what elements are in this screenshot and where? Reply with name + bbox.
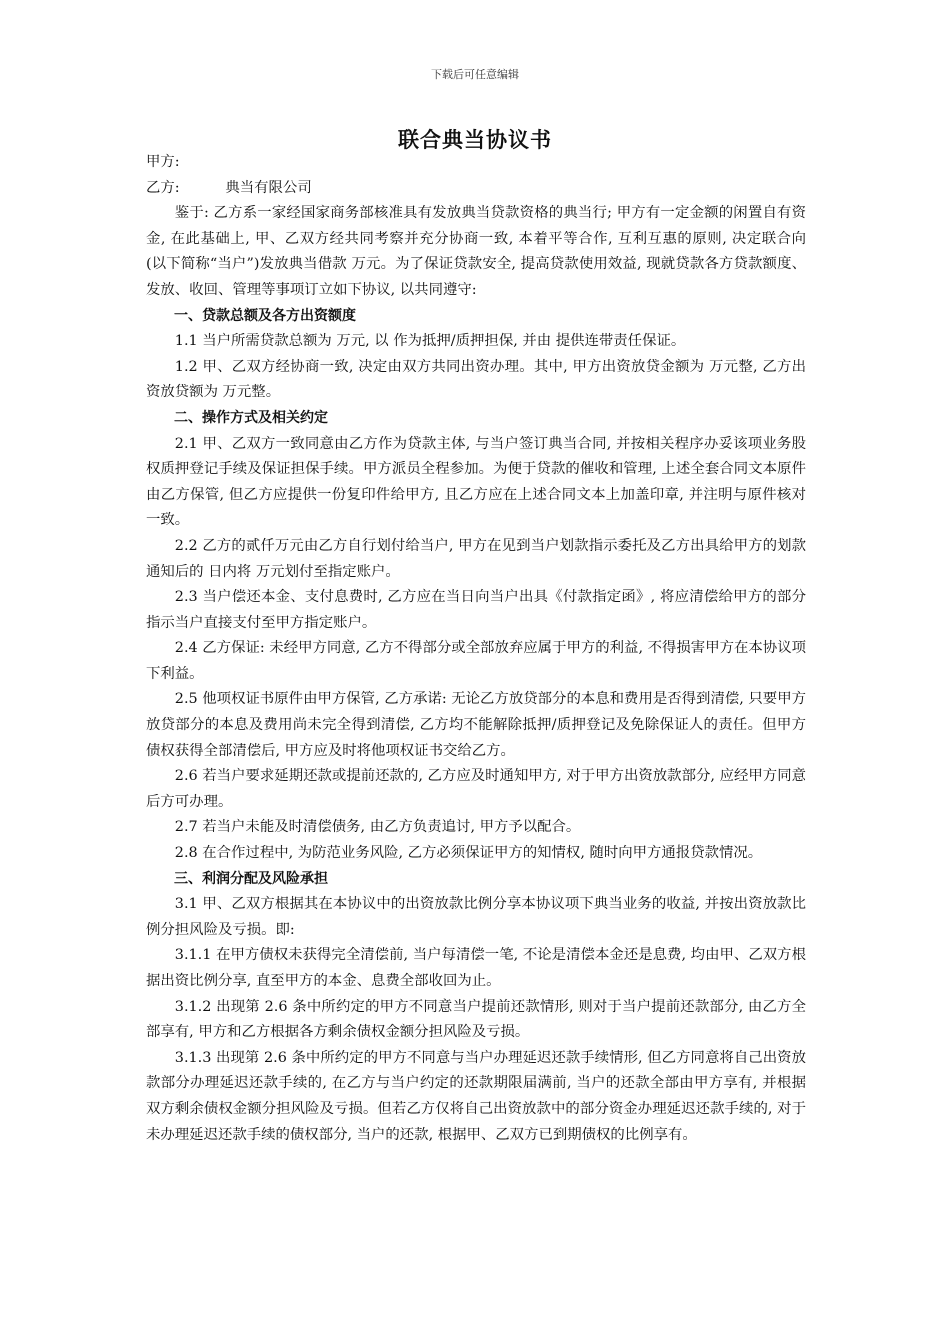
section-1-heading: 一、贷款总额及各方出资额度 [174,307,356,324]
preamble-paragraph: 鉴于: 乙方系一家经国家商务部核准具有发放典当贷款资格的典当行; 甲方有一定金额的闲置自有资金, 在此基础上, 甲、乙双方经共同考察并充分协商一致, 本着平等合作, 互利互惠的原则, 决定联合向 (以下简称“当户”)发放典当借款 万元。为了保证贷款安全, 提高贷款使用效益, 现就贷款各方贷款额度、发放、收回、管理等事项订立如下协议, 以共同遵守: [146,205,806,298]
clause-3-1-3: 3.1.3 出现第 2.6 条中所约定的甲方不同意与当户办理延迟还款手续情形, 但乙方同意将自己出资放款部分办理延迟还款手续的, 在乙方与当户约定的还款期限届满前, 当户的还款全部由甲方享有, 并根据双方剩余债权金额分担风险及亏损。但若乙方仅将自己出资放款中的部分资金办理延迟还款手续的, 对于未办理延迟还款手续的债权部分, 当户的还款, 根据甲、乙双方已到期债权的比例享有。 [146,1049,806,1143]
document-title: 联合典当协议书 [398,128,552,152]
clause-2-6: 2.6 若当户要求延期还款或提前还款的, 乙方应及时通知甲方, 对于甲方出资放款部分, 应经甲方同意后方可办理。 [146,768,806,810]
section-3-heading: 三、利润分配及风险承担 [174,870,328,887]
clause-2-3: 2.3 当户偿还本金、支付息费时, 乙方应在当日向当户出具《付款指定函》, 将应清偿给甲方的部分指示当户直接支付至甲方指定账户。 [146,589,806,631]
clause-1-1: 1.1 当户所需贷款总额为 万元, 以 作为抵押/质押担保, 并由 提供连带责任保证。 [174,333,686,350]
party-b-line: 乙方: 典当有限公司 [146,179,312,196]
document-body [146,150,806,1148]
clause-2-8: 2.8 在合作过程中, 为防范业务风险, 乙方必须保证甲方的知情权, 随时向甲方通报贷款情况。 [174,845,763,862]
clause-3-1: 3.1 甲、乙双方根据其在本协议中的出资放款比例分享本协议项下典当业务的收益, 并按出资放款比例分担风险及亏损。即: [146,896,806,938]
clause-2-1: 2.1 甲、乙双方一致同意由乙方作为贷款主体, 与当户签订典当合同, 并按相关程序办妥该项业务股权质押登记手续及保证担保手续。甲方派员全程参加。为便于贷款的催收和管理, 上述全套合同文本原件由乙方保管, 但乙方应提供一份复印件给甲方, 且乙方应在上述合同文本上加盖印章, 并注明与原件核对一致。 [146,435,806,529]
clause-3-1-1: 3.1.1 在甲方债权未获得完全清偿前, 当户每清偿一笔, 不论是清偿本金还是息费, 均由甲、乙双方根据出资比例分享, 直至甲方的本金、息费全部收回为止。 [146,947,806,989]
clause-3-1-2: 3.1.2 出现第 2.6 条中所约定的甲方不同意当户提前还款情形, 则对于当户提前还款部分, 由乙方全部享有, 甲方和乙方根据各方剩余债权金额分担风险及亏损。 [146,998,806,1041]
clause-2-4: 2.4 乙方保证: 未经甲方同意, 乙方不得部分或全部放弃应属于甲方的利益, 不得损害甲方在本协议项下利益。 [146,640,806,682]
clause-2-7: 2.7 若当户未能及时清偿债务, 由乙方负责追讨, 甲方予以配合。 [174,819,581,836]
header-note: 下载后可任意编辑 [431,68,519,81]
clause-2-5: 2.5 他项权证书原件由甲方保管, 乙方承诺: 无论乙方放贷部分的本息和费用是否得到清偿, 只要甲方放贷部分的本息及费用尚未完全得到清偿, 乙方均不能解除抵押/质押登记及免除保证人的责任。但甲方债权获得全部清偿后, 甲方应及时将他项权证书交给乙方。 [146,691,806,759]
section-2-heading: 二、操作方式及相关约定 [174,409,328,426]
clause-1-2: 1.2 甲、乙双方经协商一致, 决定由双方共同出资办理。其中, 甲方出资放贷金额为 万元整, 乙方出资放贷额为 万元整。 [146,358,806,401]
clause-2-2: 2.2 乙方的贰仟万元由乙方自行划付给当户, 甲方在见到当户划款指示委托及乙方出具给甲方的划款通知后的 日内将 万元划付至指定账户。 [146,537,806,580]
party-a-line: 甲方: [146,154,180,170]
